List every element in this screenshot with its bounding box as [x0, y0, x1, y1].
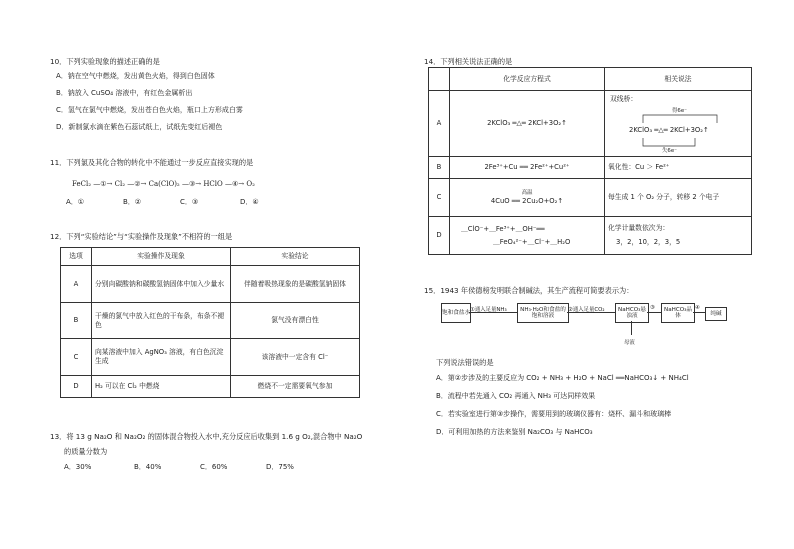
q14-bridge-loss-label: 失6e⁻	[662, 148, 677, 154]
table-row	[61, 303, 360, 339]
flow-arrow-2-label: ②通入足量CO₂	[568, 307, 605, 313]
q13-option-b: B．40%	[134, 463, 162, 471]
flow-arrow-4	[693, 312, 705, 313]
q14-row-c-equation-cell	[450, 179, 605, 217]
flow-arrow-4-label: ④	[695, 305, 700, 311]
q14-row-a-remark	[605, 91, 752, 157]
q15-option-a: A．第②步涉及的主要反应为 CO₂ + NH₃ + H₂O + NaCl ══NaHCO₃↓ + NH₄Cl	[436, 374, 689, 382]
q14-table	[428, 67, 752, 255]
flow-arrow-3	[647, 312, 661, 313]
q11-option-d: D．④	[240, 198, 259, 206]
q13-option-c: C．60%	[200, 463, 228, 471]
q11-conversion-chain: FeCl₂ —①→ Cl₂ —②→ Ca(ClO)₂ —③→ HClO —④→ O₂	[72, 180, 255, 188]
q14-row-a-option: A	[429, 91, 450, 157]
q14-bridge-equation: 2KClO₃ ═△═ 2KCl+3O₂↑	[629, 126, 709, 134]
q11-option-a: A．①	[66, 198, 85, 206]
q14-row-c-equation: 4CuO ══ 2Cu₂O+O₂↑	[490, 196, 564, 205]
q12-row-a-option: A	[61, 266, 92, 303]
q10-title: 10．下列实验现象的描述正确的是	[50, 57, 160, 66]
q14-title: 14．下列相关说法正确的是	[424, 57, 513, 66]
bridge-top-line	[643, 115, 717, 123]
q14-row-c-remark: 每生成 1 个 O₂ 分子，转移 2 个电子	[605, 179, 752, 217]
flow-box-nahco3-crystal: NaHCO₃晶体	[661, 303, 695, 323]
q12-row-d-option: D	[61, 376, 92, 398]
bridge-bottom-line	[643, 138, 695, 146]
q12-header-conclusion: 实验结论	[231, 248, 360, 266]
q14-row-c-option: C	[429, 179, 450, 217]
flow-arrow-1-label: ①通入足量NH₃	[470, 307, 507, 313]
q14-row-a-remark-label: 双线桥：	[610, 95, 638, 103]
q14-header-equation: 化学反应方程式	[450, 68, 605, 91]
q12-table	[60, 247, 360, 398]
q10-option-a: A．钠在空气中燃烧，发出黄色火焰，得到白色固体	[56, 72, 215, 80]
q10-option-c: C．氢气在氯气中燃烧，发出苍白色火焰，瓶口上方形成白雾	[56, 106, 243, 114]
flow-arrow-3-label: ③	[650, 305, 655, 311]
q12-header-option: 选项	[61, 248, 92, 266]
q12-row-b-option: B	[61, 303, 92, 339]
q14-header-remark: 相关说法	[605, 68, 752, 91]
flow-arrow-filtrate	[631, 321, 632, 335]
q14-row-d-equation-right: ＿FeO₄²⁻+＿Cl⁻+＿H₂O	[493, 237, 571, 246]
q14-row-c-condition: 高温	[521, 189, 533, 196]
q14-row-b-remark: 氧化性：Cu ＞ Fe²⁺	[605, 157, 752, 179]
flow-box-brine: 饱和食盐水	[441, 303, 471, 323]
q15-option-c: C．若实验室进行第③步操作，需要用到的玻璃仪器有：烧杯、漏斗和玻璃棒	[436, 410, 672, 418]
q14-row-b-equation: 2Fe³⁺+Cu ══ 2Fe²⁺+Cu²⁺	[450, 157, 605, 179]
q14-bridge-gain-label: 得6e⁻	[672, 108, 687, 114]
q14-row-d-equation-cell	[450, 217, 605, 255]
q12-row-b-operation: 干燥的氯气中放入红色的干布条，布条不褪色	[92, 303, 231, 339]
flow-box-nahco3-suspension: NaHCO₃悬浊液	[615, 303, 649, 323]
q14-row-d-equation-left: ＿ClO⁻+＿Fe³⁺+＿OH⁻══	[461, 224, 545, 233]
q13-option-a: A．30%	[64, 463, 92, 471]
q11-title: 11．下列氯及其化合物的转化中不能通过一步反应直接实现的是	[50, 158, 254, 167]
flow-box-soda-ash: 纯碱	[705, 307, 727, 321]
q12-header-row	[61, 248, 360, 266]
q14-row-d-coefficients: 3，2，10，2，3，5	[616, 238, 681, 246]
q13-title: 13．将 13 g Na₂O 和 Na₂O₂ 的固体混合物投入水中,充分反应后收集到 1.6 g O₂,混合物中 Na₂O	[50, 432, 363, 441]
q12-title: 12．下列“实验结论”与“实验操作及现象”不相符的一组是	[50, 232, 233, 241]
q14-row-d-option: D	[429, 217, 450, 255]
flow-filtrate-label: 母液	[624, 340, 635, 346]
q12-row-c-conclusion: 该溶液中一定含有 Cl⁻	[231, 339, 360, 376]
flow-box-ammonia-brine: NH₃·H₂O和食盐的饱和溶液	[517, 303, 569, 323]
q13-option-d: D．75%	[266, 463, 294, 471]
q15-subtitle: 下列说法错误的是	[436, 358, 494, 367]
q13-title-cont: 的质量分数为	[64, 447, 108, 456]
q14-row-b-option: B	[429, 157, 450, 179]
q12-row-a-conclusion: 伴随着吸热现象的是碳酸氢钠固体	[231, 266, 360, 303]
q12-header-operation: 实验操作及现象	[92, 248, 231, 266]
table-row	[429, 157, 752, 179]
q11-option-b: B．②	[123, 198, 142, 206]
q15-option-d: D．可利用加热的方法来鉴别 Na₂CO₃ 与 NaHCO₃	[436, 428, 593, 436]
q15-option-b: B．流程中若先通入 CO₂ 再通入 NH₃ 可达同样效果	[436, 392, 596, 400]
table-row	[61, 376, 360, 398]
q10-option-d: D．新制氯水滴在紫色石蕊试纸上，试纸先变红后褪色	[56, 123, 223, 131]
table-row	[61, 266, 360, 303]
q12-row-c-option: C	[61, 339, 92, 376]
q14-row-d-remark: 化学计量数依次为：	[608, 224, 670, 232]
q12-row-a-operation: 分别向碳酸钠和碳酸氢钠固体中加入少量水	[92, 266, 231, 303]
table-row	[429, 217, 752, 255]
q14-row-a-equation: 2KClO₃ ═△═ 2KCl+3O₂↑	[450, 91, 605, 157]
q12-row-b-conclusion: 氯气没有漂白性	[231, 303, 360, 339]
q11-option-c: C．③	[180, 198, 199, 206]
q10-option-b: B．钠放入 CuSO₄ 溶液中，有红色金属析出	[56, 89, 193, 97]
q15-title: 15．1943 年侯德榜发明联合制碱法，其生产流程可简要表示为：	[424, 286, 634, 295]
q12-row-c-operation: 向某溶液中加入 AgNO₃ 溶液，有白色沉淀生成	[92, 339, 231, 376]
table-row	[61, 339, 360, 376]
q14-row-d-remark-cell	[605, 217, 752, 255]
q12-row-d-operation: H₂ 可以在 Cl₂ 中燃烧	[92, 376, 231, 398]
table-row	[429, 179, 752, 217]
q14-header-row	[429, 68, 752, 91]
table-row	[429, 91, 752, 157]
q12-row-d-conclusion: 燃烧不一定需要氧气参加	[231, 376, 360, 398]
